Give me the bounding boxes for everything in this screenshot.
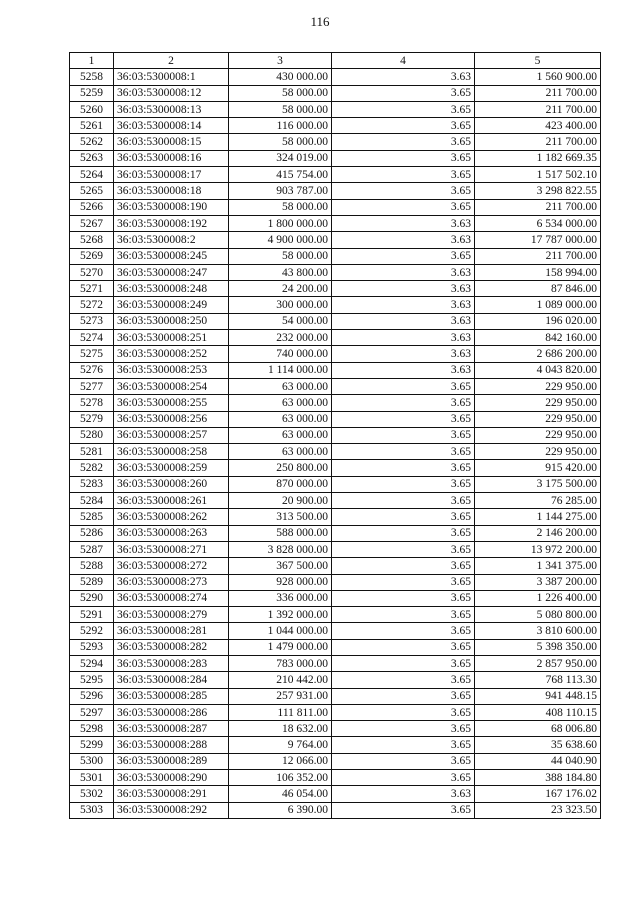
table-row <box>70 460 601 476</box>
table-row <box>70 118 601 134</box>
value-cell: 76 285.00 <box>475 493 601 509</box>
value-cell: 2 686 200.00 <box>475 346 601 362</box>
cadastral-number-cell: 36:03:5300008:272 <box>114 558 229 574</box>
value-cell: 68 006.80 <box>475 721 601 737</box>
rate-cell: 3.65 <box>332 753 475 769</box>
area-cell: 63 000.00 <box>229 427 332 443</box>
row-number-cell: 5260 <box>70 101 114 117</box>
cadastral-number-cell: 36:03:5300008:274 <box>114 590 229 606</box>
value-cell: 1 560 900.00 <box>475 69 601 85</box>
cadastral-number-cell: 36:03:5300008:254 <box>114 378 229 394</box>
table-row <box>70 574 601 590</box>
row-number-cell: 5267 <box>70 215 114 231</box>
rate-cell: 3.63 <box>332 264 475 280</box>
row-number-cell: 5287 <box>70 541 114 557</box>
area-cell: 740 000.00 <box>229 346 332 362</box>
rate-cell: 3.65 <box>332 541 475 557</box>
rate-cell: 3.65 <box>332 558 475 574</box>
table-row <box>70 362 601 378</box>
value-cell: 1 089 000.00 <box>475 297 601 313</box>
cadastral-number-cell: 36:03:5300008:253 <box>114 362 229 378</box>
cadastral-number-cell: 36:03:5300008:261 <box>114 493 229 509</box>
table-row <box>70 493 601 509</box>
rate-cell: 3.65 <box>332 802 475 818</box>
column-header-2: 2 <box>114 53 229 69</box>
table-row <box>70 378 601 394</box>
value-cell: 388 184.80 <box>475 770 601 786</box>
area-cell: 9 764.00 <box>229 737 332 753</box>
value-cell: 3 810 600.00 <box>475 623 601 639</box>
value-cell: 4 043 820.00 <box>475 362 601 378</box>
column-header-3: 3 <box>229 53 332 69</box>
rate-cell: 3.65 <box>332 183 475 199</box>
table-row <box>70 330 601 346</box>
area-cell: 6 390.00 <box>229 802 332 818</box>
table-row <box>70 264 601 280</box>
table-row <box>70 541 601 557</box>
cadastral-number-cell: 36:03:5300008:281 <box>114 623 229 639</box>
table-row <box>70 655 601 671</box>
table-row <box>70 297 601 313</box>
cadastral-number-cell: 36:03:5300008:190 <box>114 199 229 215</box>
area-cell: 58 000.00 <box>229 248 332 264</box>
row-number-cell: 5297 <box>70 704 114 720</box>
cadastral-number-cell: 36:03:5300008:1 <box>114 69 229 85</box>
area-cell: 106 352.00 <box>229 770 332 786</box>
value-cell: 167 176.02 <box>475 786 601 802</box>
table-row <box>70 558 601 574</box>
value-cell: 229 950.00 <box>475 427 601 443</box>
row-number-cell: 5259 <box>70 85 114 101</box>
cadastral-number-cell: 36:03:5300008:286 <box>114 704 229 720</box>
row-number-cell: 5282 <box>70 460 114 476</box>
table-body <box>70 69 601 819</box>
cadastral-number-cell: 36:03:5300008:12 <box>114 85 229 101</box>
area-cell: 367 500.00 <box>229 558 332 574</box>
row-number-cell: 5285 <box>70 509 114 525</box>
cadastral-number-cell: 36:03:5300008:288 <box>114 737 229 753</box>
rate-cell: 3.65 <box>332 150 475 166</box>
rate-cell: 3.65 <box>332 688 475 704</box>
cadastral-number-cell: 36:03:5300008:291 <box>114 786 229 802</box>
rate-cell: 3.65 <box>332 574 475 590</box>
cadastral-value-table <box>69 52 601 819</box>
cadastral-number-cell: 36:03:5300008:260 <box>114 476 229 492</box>
cadastral-number-cell: 36:03:5300008:256 <box>114 411 229 427</box>
rate-cell: 3.65 <box>332 672 475 688</box>
table-row <box>70 509 601 525</box>
value-cell: 35 638.60 <box>475 737 601 753</box>
cadastral-number-cell: 36:03:5300008:290 <box>114 770 229 786</box>
row-number-cell: 5295 <box>70 672 114 688</box>
area-cell: 1 800 000.00 <box>229 215 332 231</box>
row-number-cell: 5293 <box>70 639 114 655</box>
area-cell: 336 000.00 <box>229 590 332 606</box>
value-cell: 229 950.00 <box>475 378 601 394</box>
area-cell: 928 000.00 <box>229 574 332 590</box>
cadastral-number-cell: 36:03:5300008:2 <box>114 232 229 248</box>
value-cell: 3 298 822.55 <box>475 183 601 199</box>
cadastral-number-cell: 36:03:5300008:285 <box>114 688 229 704</box>
area-cell: 313 500.00 <box>229 509 332 525</box>
cadastral-number-cell: 36:03:5300008:250 <box>114 313 229 329</box>
value-cell: 158 994.00 <box>475 264 601 280</box>
cadastral-number-cell: 36:03:5300008:18 <box>114 183 229 199</box>
row-number-cell: 5261 <box>70 118 114 134</box>
rate-cell: 3.65 <box>332 395 475 411</box>
row-number-cell: 5298 <box>70 721 114 737</box>
rate-cell: 3.65 <box>332 639 475 655</box>
table-row <box>70 770 601 786</box>
area-cell: 63 000.00 <box>229 378 332 394</box>
value-cell: 423 400.00 <box>475 118 601 134</box>
column-header-1: 1 <box>70 53 114 69</box>
table-row <box>70 476 601 492</box>
rate-cell: 3.63 <box>332 330 475 346</box>
rate-cell: 3.65 <box>332 493 475 509</box>
row-number-cell: 5277 <box>70 378 114 394</box>
cadastral-number-cell: 36:03:5300008:258 <box>114 444 229 460</box>
cadastral-number-cell: 36:03:5300008:271 <box>114 541 229 557</box>
table-row <box>70 69 601 85</box>
rate-cell: 3.65 <box>332 85 475 101</box>
area-cell: 210 442.00 <box>229 672 332 688</box>
table-header-row <box>70 53 601 69</box>
value-cell: 1 182 669.35 <box>475 150 601 166</box>
cadastral-number-cell: 36:03:5300008:282 <box>114 639 229 655</box>
cadastral-number-cell: 36:03:5300008:249 <box>114 297 229 313</box>
area-cell: 1 392 000.00 <box>229 607 332 623</box>
row-number-cell: 5299 <box>70 737 114 753</box>
rate-cell: 3.65 <box>332 248 475 264</box>
table-row <box>70 802 601 818</box>
cadastral-number-cell: 36:03:5300008:13 <box>114 101 229 117</box>
row-number-cell: 5296 <box>70 688 114 704</box>
row-number-cell: 5276 <box>70 362 114 378</box>
area-cell: 20 900.00 <box>229 493 332 509</box>
value-cell: 229 950.00 <box>475 395 601 411</box>
cadastral-number-cell: 36:03:5300008:273 <box>114 574 229 590</box>
row-number-cell: 5265 <box>70 183 114 199</box>
rate-cell: 3.65 <box>332 704 475 720</box>
rate-cell: 3.63 <box>332 281 475 297</box>
cadastral-number-cell: 36:03:5300008:292 <box>114 802 229 818</box>
row-number-cell: 5258 <box>70 69 114 85</box>
cadastral-number-cell: 36:03:5300008:245 <box>114 248 229 264</box>
table-row <box>70 639 601 655</box>
row-number-cell: 5278 <box>70 395 114 411</box>
rate-cell: 3.65 <box>332 525 475 541</box>
area-cell: 1 114 000.00 <box>229 362 332 378</box>
table-row <box>70 672 601 688</box>
value-cell: 211 700.00 <box>475 101 601 117</box>
table-row <box>70 786 601 802</box>
area-cell: 58 000.00 <box>229 101 332 117</box>
area-cell: 232 000.00 <box>229 330 332 346</box>
cadastral-number-cell: 36:03:5300008:284 <box>114 672 229 688</box>
rate-cell: 3.63 <box>332 69 475 85</box>
cadastral-number-cell: 36:03:5300008:279 <box>114 607 229 623</box>
cadastral-number-cell: 36:03:5300008:17 <box>114 167 229 183</box>
area-cell: 1 479 000.00 <box>229 639 332 655</box>
rate-cell: 3.63 <box>332 297 475 313</box>
table-row <box>70 183 601 199</box>
rate-cell: 3.65 <box>332 101 475 117</box>
area-cell: 257 931.00 <box>229 688 332 704</box>
area-cell: 324 019.00 <box>229 150 332 166</box>
row-number-cell: 5284 <box>70 493 114 509</box>
value-cell: 1 341 375.00 <box>475 558 601 574</box>
area-cell: 116 000.00 <box>229 118 332 134</box>
row-number-cell: 5268 <box>70 232 114 248</box>
row-number-cell: 5279 <box>70 411 114 427</box>
value-cell: 23 323.50 <box>475 802 601 818</box>
table-row <box>70 411 601 427</box>
area-cell: 63 000.00 <box>229 395 332 411</box>
value-cell: 2 857 950.00 <box>475 655 601 671</box>
area-cell: 58 000.00 <box>229 85 332 101</box>
value-cell: 44 040.90 <box>475 753 601 769</box>
cadastral-number-cell: 36:03:5300008:263 <box>114 525 229 541</box>
rate-cell: 3.65 <box>332 737 475 753</box>
row-number-cell: 5281 <box>70 444 114 460</box>
row-number-cell: 5302 <box>70 786 114 802</box>
cadastral-number-cell: 36:03:5300008:192 <box>114 215 229 231</box>
area-cell: 250 800.00 <box>229 460 332 476</box>
rate-cell: 3.63 <box>332 346 475 362</box>
row-number-cell: 5288 <box>70 558 114 574</box>
area-cell: 588 000.00 <box>229 525 332 541</box>
rate-cell: 3.65 <box>332 770 475 786</box>
value-cell: 196 020.00 <box>475 313 601 329</box>
value-cell: 211 700.00 <box>475 85 601 101</box>
area-cell: 111 811.00 <box>229 704 332 720</box>
value-cell: 211 700.00 <box>475 199 601 215</box>
row-number-cell: 5291 <box>70 607 114 623</box>
table-row <box>70 346 601 362</box>
area-cell: 430 000.00 <box>229 69 332 85</box>
value-cell: 842 160.00 <box>475 330 601 346</box>
area-cell: 54 000.00 <box>229 313 332 329</box>
table-row <box>70 281 601 297</box>
area-cell: 783 000.00 <box>229 655 332 671</box>
value-cell: 17 787 000.00 <box>475 232 601 248</box>
value-cell: 229 950.00 <box>475 411 601 427</box>
cadastral-number-cell: 36:03:5300008:259 <box>114 460 229 476</box>
value-cell: 3 387 200.00 <box>475 574 601 590</box>
area-cell: 24 200.00 <box>229 281 332 297</box>
rate-cell: 3.65 <box>332 134 475 150</box>
value-cell: 87 846.00 <box>475 281 601 297</box>
area-cell: 4 900 000.00 <box>229 232 332 248</box>
table-row <box>70 85 601 101</box>
area-cell: 870 000.00 <box>229 476 332 492</box>
table-row <box>70 395 601 411</box>
area-cell: 58 000.00 <box>229 199 332 215</box>
table-row <box>70 704 601 720</box>
table-row <box>70 688 601 704</box>
rate-cell: 3.65 <box>332 509 475 525</box>
value-cell: 229 950.00 <box>475 444 601 460</box>
rate-cell: 3.65 <box>332 378 475 394</box>
table-row <box>70 427 601 443</box>
rate-cell: 3.65 <box>332 411 475 427</box>
cadastral-number-cell: 36:03:5300008:248 <box>114 281 229 297</box>
rate-cell: 3.65 <box>332 590 475 606</box>
rate-cell: 3.65 <box>332 476 475 492</box>
row-number-cell: 5301 <box>70 770 114 786</box>
table-row <box>70 590 601 606</box>
area-cell: 18 632.00 <box>229 721 332 737</box>
area-cell: 12 066.00 <box>229 753 332 769</box>
row-number-cell: 5286 <box>70 525 114 541</box>
table-row <box>70 721 601 737</box>
row-number-cell: 5271 <box>70 281 114 297</box>
value-cell: 3 175 500.00 <box>475 476 601 492</box>
area-cell: 903 787.00 <box>229 183 332 199</box>
row-number-cell: 5266 <box>70 199 114 215</box>
area-cell: 415 754.00 <box>229 167 332 183</box>
area-cell: 1 044 000.00 <box>229 623 332 639</box>
cadastral-number-cell: 36:03:5300008:257 <box>114 427 229 443</box>
row-number-cell: 5264 <box>70 167 114 183</box>
row-number-cell: 5269 <box>70 248 114 264</box>
area-cell: 3 828 000.00 <box>229 541 332 557</box>
table-row <box>70 150 601 166</box>
area-cell: 63 000.00 <box>229 444 332 460</box>
row-number-cell: 5290 <box>70 590 114 606</box>
value-cell: 211 700.00 <box>475 248 601 264</box>
value-cell: 5 080 800.00 <box>475 607 601 623</box>
value-cell: 6 534 000.00 <box>475 215 601 231</box>
page-number: 116 <box>310 14 330 29</box>
area-cell: 63 000.00 <box>229 411 332 427</box>
rate-cell: 3.65 <box>332 427 475 443</box>
cadastral-number-cell: 36:03:5300008:15 <box>114 134 229 150</box>
table-row <box>70 444 601 460</box>
row-number-cell: 5300 <box>70 753 114 769</box>
area-cell: 46 054.00 <box>229 786 332 802</box>
table-row <box>70 134 601 150</box>
row-number-cell: 5262 <box>70 134 114 150</box>
rate-cell: 3.65 <box>332 444 475 460</box>
cadastral-number-cell: 36:03:5300008:283 <box>114 655 229 671</box>
cadastral-number-cell: 36:03:5300008:289 <box>114 753 229 769</box>
table-row <box>70 753 601 769</box>
column-header-5: 5 <box>475 53 601 69</box>
row-number-cell: 5294 <box>70 655 114 671</box>
value-cell: 915 420.00 <box>475 460 601 476</box>
cadastral-number-cell: 36:03:5300008:251 <box>114 330 229 346</box>
table-row <box>70 607 601 623</box>
table-row <box>70 232 601 248</box>
table-row <box>70 199 601 215</box>
row-number-cell: 5272 <box>70 297 114 313</box>
table-row <box>70 313 601 329</box>
value-cell: 1 144 275.00 <box>475 509 601 525</box>
rate-cell: 3.63 <box>332 786 475 802</box>
area-cell: 58 000.00 <box>229 134 332 150</box>
table-row <box>70 623 601 639</box>
table-row <box>70 101 601 117</box>
row-number-cell: 5275 <box>70 346 114 362</box>
rate-cell: 3.65 <box>332 607 475 623</box>
rate-cell: 3.65 <box>332 460 475 476</box>
value-cell: 408 110.15 <box>475 704 601 720</box>
cadastral-number-cell: 36:03:5300008:252 <box>114 346 229 362</box>
area-cell: 300 000.00 <box>229 297 332 313</box>
rate-cell: 3.65 <box>332 167 475 183</box>
value-cell: 13 972 200.00 <box>475 541 601 557</box>
cadastral-number-cell: 36:03:5300008:247 <box>114 264 229 280</box>
row-number-cell: 5263 <box>70 150 114 166</box>
row-number-cell: 5270 <box>70 264 114 280</box>
column-header-4: 4 <box>332 53 475 69</box>
table-row <box>70 525 601 541</box>
value-cell: 1 517 502.10 <box>475 167 601 183</box>
cadastral-number-cell: 36:03:5300008:255 <box>114 395 229 411</box>
cadastral-number-cell: 36:03:5300008:262 <box>114 509 229 525</box>
row-number-cell: 5274 <box>70 330 114 346</box>
cadastral-number-cell: 36:03:5300008:14 <box>114 118 229 134</box>
value-cell: 5 398 350.00 <box>475 639 601 655</box>
row-number-cell: 5280 <box>70 427 114 443</box>
row-number-cell: 5283 <box>70 476 114 492</box>
rate-cell: 3.63 <box>332 215 475 231</box>
table-row <box>70 167 601 183</box>
rate-cell: 3.63 <box>332 362 475 378</box>
table-row <box>70 215 601 231</box>
rate-cell: 3.65 <box>332 623 475 639</box>
rate-cell: 3.63 <box>332 313 475 329</box>
rate-cell: 3.65 <box>332 655 475 671</box>
value-cell: 211 700.00 <box>475 134 601 150</box>
row-number-cell: 5273 <box>70 313 114 329</box>
rate-cell: 3.65 <box>332 118 475 134</box>
rate-cell: 3.65 <box>332 199 475 215</box>
row-number-cell: 5292 <box>70 623 114 639</box>
value-cell: 941 448.15 <box>475 688 601 704</box>
rate-cell: 3.65 <box>332 721 475 737</box>
rate-cell: 3.63 <box>332 232 475 248</box>
row-number-cell: 5289 <box>70 574 114 590</box>
value-cell: 1 226 400.00 <box>475 590 601 606</box>
area-cell: 43 800.00 <box>229 264 332 280</box>
cadastral-number-cell: 36:03:5300008:287 <box>114 721 229 737</box>
value-cell: 768 113.30 <box>475 672 601 688</box>
cadastral-number-cell: 36:03:5300008:16 <box>114 150 229 166</box>
table-row <box>70 248 601 264</box>
value-cell: 2 146 200.00 <box>475 525 601 541</box>
table-row <box>70 737 601 753</box>
row-number-cell: 5303 <box>70 802 114 818</box>
